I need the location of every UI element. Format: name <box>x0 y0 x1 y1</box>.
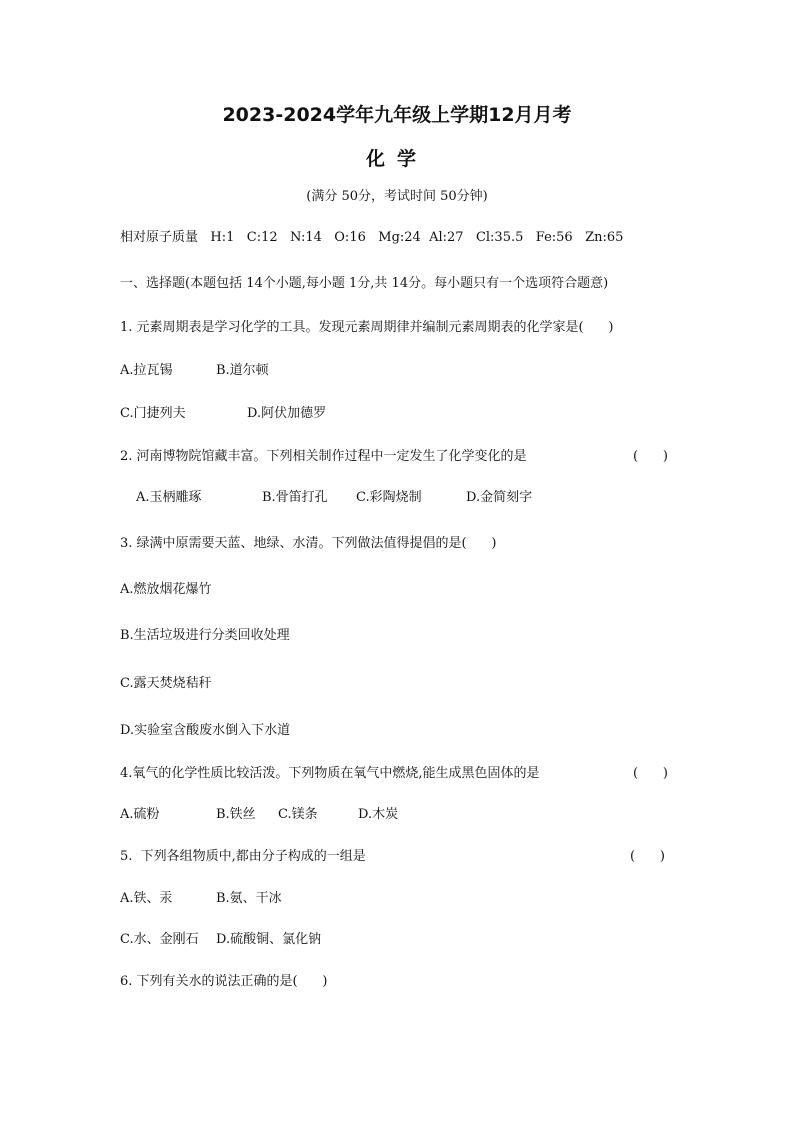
question-4-option-a: A.硫粉 <box>120 807 160 822</box>
subject-title: 化学 <box>365 148 428 170</box>
question-4-option-d: D.木炭 <box>358 807 399 822</box>
question-2-option-c: C.彩陶烧制 <box>356 490 422 505</box>
question-1-option-d: D.阿伏加德罗 <box>247 406 327 421</box>
question-4-answer-bracket: ( ) <box>633 766 668 781</box>
question-5-option-a: A.铁、汞 <box>120 891 173 906</box>
question-5-answer-bracket: ( ) <box>630 849 665 864</box>
question-2-option-d: D.金简刻字 <box>466 490 533 505</box>
question-1-option-c: C.门捷列夫 <box>120 406 186 421</box>
question-2-answer-bracket: ( ) <box>633 449 668 464</box>
question-1-stem: 1. 元素周期表是学习化学的工具。发现元素周期律并编制元素周期表的化学家是( ) <box>120 320 614 335</box>
question-5-stem: 5. 下列各组物质中,都由分子构成的一组是 <box>120 849 366 864</box>
question-3-option-b: B.生活垃圾进行分类回收处理 <box>120 628 290 643</box>
question-2-option-b: B.骨笛打孔 <box>262 490 328 505</box>
question-5-option-c: C.水、金刚石 <box>120 932 199 947</box>
question-2-option-a: A.玉柄雕琢 <box>136 490 202 505</box>
question-1-option-a: A.拉瓦锡 <box>120 363 173 378</box>
section-heading: 一、选择题(本题包括 14个小题,每小题 1分,共 14分。每小题只有一个选项符合题意) <box>120 276 609 291</box>
question-3-option-a: A.燃放烟花爆竹 <box>120 582 212 597</box>
question-4-option-c: C.镁条 <box>278 807 318 822</box>
question-4-stem: 4.氧气的化学性质比较活泼。下列物质在氧气中燃烧,能生成黑色固体的是 <box>120 766 540 781</box>
question-3-option-d: D.实验室含酸废水倒入下水道 <box>120 723 291 738</box>
question-3-stem: 3. 绿满中原需要天蓝、地绿、水清。下列做法值得提倡的是( ) <box>120 536 497 551</box>
question-5-option-d: D.硫酸铜、氯化钠 <box>216 932 322 947</box>
question-4-option-b: B.铁丝 <box>216 807 256 822</box>
atomic-mass-list: 相对原子质量 H:1 C:12 N:14 O:16 Mg:24 Al:27 Cl:35.5 Fe:56 Zn:65 <box>120 230 624 245</box>
question-1-option-b: B.道尔顿 <box>216 363 269 378</box>
score-time-note: (满分 50分，考试时间 50分钟) <box>306 189 488 204</box>
question-3-option-c: C.露天焚烧秸秆 <box>120 676 212 691</box>
question-5-option-b: B.氨、干冰 <box>216 891 282 906</box>
question-6-stem: 6. 下列有关水的说法正确的是( ) <box>120 974 328 989</box>
exam-title: 2023-2024学年九年级上学期12月月考 <box>222 104 572 126</box>
question-2-stem: 2. 河南博物院馆藏丰富。下列相关制作过程中一定发生了化学变化的是 <box>120 449 527 464</box>
